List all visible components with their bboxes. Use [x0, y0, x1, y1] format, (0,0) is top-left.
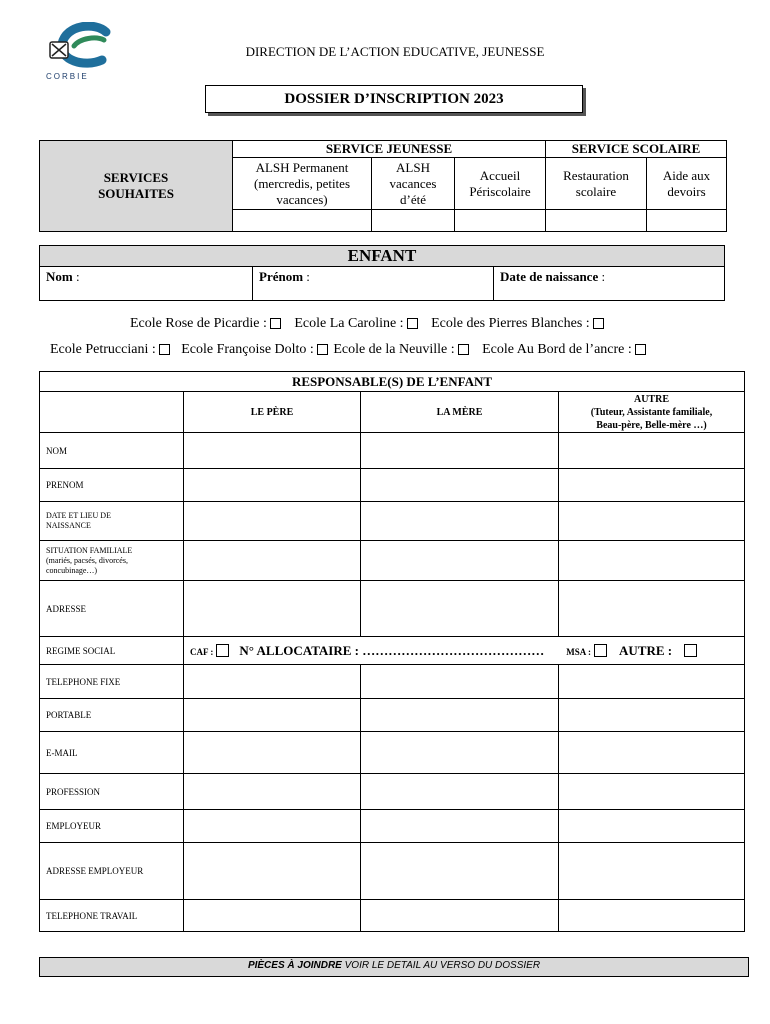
mere-nom-input[interactable] — [361, 433, 559, 469]
services-label-2: SOUHAITES — [98, 186, 174, 201]
alsh-vacances-line-1: ALSH — [396, 159, 430, 175]
mere-header: LA MÈRE — [361, 392, 559, 433]
ecole-rose-label: Ecole Rose de Picardie : — [130, 316, 267, 331]
ecole-rose-checkbox[interactable] — [270, 318, 281, 329]
alsh-vacances-line-3: d’été — [400, 191, 426, 207]
alsh-permanent-line-3: vacances) — [276, 191, 328, 207]
autre-adresse-input[interactable] — [559, 581, 745, 637]
row-label-nom: NOM — [40, 433, 184, 469]
autre-portable-input[interactable] — [559, 699, 745, 732]
row-label-portable: PORTABLE — [40, 699, 184, 732]
row-label-adresse: ADRESSE — [40, 581, 184, 637]
pere-tel-fixe-input[interactable] — [184, 665, 361, 699]
autre-tel-travail-input[interactable] — [559, 900, 745, 932]
enfant-nom-label: Nom — [46, 269, 73, 284]
accueil-line-2: Périscolaire — [469, 183, 531, 199]
pere-header: LE PÈRE — [184, 392, 361, 433]
mere-profession-input[interactable] — [361, 774, 559, 810]
logo-icon — [44, 22, 124, 74]
autre-email-input[interactable] — [559, 732, 745, 774]
row-label-tel-fixe: TELEPHONE FIXE — [40, 665, 184, 699]
row-label-email: E-MAIL — [40, 732, 184, 774]
row-label-situation-3: concubinage…) — [46, 565, 98, 575]
ecole-pierres-checkbox[interactable] — [593, 318, 604, 329]
ecole-petrucciani-label: Ecole Petrucciani : — [50, 342, 156, 357]
ecole-caroline-checkbox[interactable] — [407, 318, 418, 329]
ecole-dolto-label: Ecole Françoise Dolto : — [181, 342, 314, 357]
ecole-pierres-label: Ecole des Pierres Blanches : — [431, 316, 590, 331]
allocataire-label: N° ALLOCATAIRE : …………………………………… — [239, 642, 545, 658]
row-label-date-lieu — [40, 502, 184, 541]
enfant-table — [39, 245, 725, 301]
mere-situation-input[interactable] — [361, 541, 559, 581]
ecoles-line-2 — [50, 342, 646, 358]
ecole-caroline-label: Ecole La Caroline : — [294, 316, 404, 331]
table-row — [40, 637, 745, 665]
enfant-prenom-label: Prénom — [259, 269, 304, 284]
alsh-vacances-header — [372, 158, 455, 210]
services-label-cell — [40, 141, 233, 232]
table-row — [40, 541, 745, 581]
enfant-naissance-sep: : — [598, 269, 606, 284]
row-label-tel-travail: TELEPHONE TRAVAIL — [40, 900, 184, 932]
responsables-title: RESPONSABLE(S) DE L’ENFANT — [40, 372, 745, 392]
enfant-prenom-sep: : — [303, 269, 310, 284]
pere-adresse-employeur-input[interactable] — [184, 843, 361, 900]
alsh-vacances-input[interactable] — [372, 210, 455, 232]
enfant-nom-sep: : — [72, 269, 80, 284]
mere-prenom-input[interactable] — [361, 469, 559, 502]
aide-header — [647, 158, 727, 210]
autre-header-line-3: Beau-père, Belle-mère …) — [596, 419, 707, 431]
table-row — [40, 502, 745, 541]
table-row — [40, 732, 745, 774]
row-label-date-lieu-2: NAISSANCE — [46, 521, 91, 530]
aide-line-1: Aide aux — [662, 167, 711, 183]
enfant-nom-field[interactable] — [40, 267, 253, 301]
caf-label: CAF : — [190, 646, 214, 657]
pere-profession-input[interactable] — [184, 774, 361, 810]
logo-text: CORBIE — [46, 72, 89, 81]
service-jeunesse-header: SERVICE JEUNESSE — [233, 141, 546, 158]
pere-employeur-input[interactable] — [184, 810, 361, 843]
pieces-detail: VOIR LE DETAIL AU VERSO DU DOSSIER — [341, 960, 541, 971]
pieces-footer — [39, 957, 749, 977]
ecole-neuville-checkbox[interactable] — [458, 344, 469, 355]
aide-line-2: devoirs — [667, 183, 706, 199]
row-label-profession: PROFESSION — [40, 774, 184, 810]
enfant-prenom-field[interactable] — [253, 267, 494, 301]
pieces-label: PIÈCES À JOINDRE — [247, 960, 342, 971]
row-label-regime: REGIME SOCIAL — [40, 637, 184, 665]
autre-header — [559, 392, 745, 433]
restauration-line-1: Restauration — [563, 167, 629, 183]
mere-employeur-input[interactable] — [361, 810, 559, 843]
row-label-date-lieu-1: DATE ET LIEU DE — [46, 511, 111, 520]
row-label-situation-1: SITUATION FAMILIALE — [46, 545, 133, 555]
title-box — [205, 85, 583, 113]
services-table — [39, 140, 727, 232]
restauration-header — [546, 158, 647, 210]
pere-nom-input[interactable] — [184, 433, 361, 469]
autre-nom-input[interactable] — [559, 433, 745, 469]
row-label-employeur: EMPLOYEUR — [40, 810, 184, 843]
mere-portable-input[interactable] — [361, 699, 559, 732]
direction-heading: DIRECTION DE L’ACTION EDUCATIVE, JEUNESSE — [245, 44, 545, 59]
pere-email-input[interactable] — [184, 732, 361, 774]
autre-date-input[interactable] — [559, 502, 745, 541]
autre-header-line-2: (Tuteur, Assistante familiale, — [590, 406, 713, 418]
alsh-permanent-header — [233, 158, 372, 210]
pere-portable-input[interactable] — [184, 699, 361, 732]
mere-adresse-employeur-input[interactable] — [361, 843, 559, 900]
autre-situation-input[interactable] — [559, 541, 745, 581]
row-label-adresse-employeur: ADRESSE EMPLOYEUR — [40, 843, 184, 900]
table-row — [40, 469, 745, 502]
autre-header-line-1: AUTRE — [633, 393, 669, 405]
enfant-title: ENFANT — [40, 246, 725, 267]
table-row — [40, 581, 745, 637]
restauration-line-2: scolaire — [575, 183, 617, 199]
table-row — [40, 810, 745, 843]
pere-prenom-input[interactable] — [184, 469, 361, 502]
pere-adresse-input[interactable] — [184, 581, 361, 637]
mere-tel-travail-input[interactable] — [361, 900, 559, 932]
enfant-naissance-field[interactable] — [494, 267, 725, 301]
restauration-input[interactable] — [546, 210, 647, 232]
autre-profession-input[interactable] — [559, 774, 745, 810]
ecole-neuville-label: Ecole de la Neuville : — [333, 342, 455, 357]
autre-adresse-employeur-input[interactable] — [559, 843, 745, 900]
ecole-ancre-checkbox[interactable] — [635, 344, 646, 355]
table-row — [40, 774, 745, 810]
accueil-line-1: Accueil — [479, 167, 521, 183]
logo — [44, 22, 124, 82]
pere-date-input[interactable] — [184, 502, 361, 541]
alsh-vacances-line-2: vacances — [389, 175, 437, 191]
table-row — [40, 665, 745, 699]
table-row — [40, 900, 745, 932]
caf-checkbox[interactable] — [216, 644, 229, 657]
responsables-table — [39, 371, 745, 932]
ecole-petrucciani-checkbox[interactable] — [159, 344, 170, 355]
mere-email-input[interactable] — [361, 732, 559, 774]
service-scolaire-header: SERVICE SCOLAIRE — [546, 141, 727, 158]
mere-date-input[interactable] — [361, 502, 559, 541]
alsh-permanent-input[interactable] — [233, 210, 372, 232]
autre-employeur-input[interactable] — [559, 810, 745, 843]
autre-prenom-input[interactable] — [559, 469, 745, 502]
ecole-ancre-label: Ecole Au Bord de l’ancre : — [482, 342, 632, 357]
regime-social-cell — [184, 637, 745, 665]
row-label-situation-2: (mariés, pacsés, divorcés, — [46, 555, 128, 565]
table-row — [40, 843, 745, 900]
msa-checkbox[interactable] — [594, 644, 607, 657]
mere-adresse-input[interactable] — [361, 581, 559, 637]
pere-tel-travail-input[interactable] — [184, 900, 361, 932]
autre-regime-checkbox[interactable] — [684, 644, 697, 657]
accueil-header — [455, 158, 546, 210]
ecole-dolto-checkbox[interactable] — [317, 344, 328, 355]
mere-tel-fixe-input[interactable] — [361, 665, 559, 699]
ecoles-line-1 — [130, 316, 604, 332]
table-row — [40, 699, 745, 732]
services-label-1: SERVICES — [103, 170, 169, 185]
autre-regime-label: AUTRE : — [619, 642, 673, 658]
row-label-situation — [40, 541, 184, 581]
row-label-prenom: PRENOM — [40, 469, 184, 502]
corner-cell — [40, 392, 184, 433]
autre-tel-fixe-input[interactable] — [559, 665, 745, 699]
table-row — [40, 433, 745, 469]
enfant-naissance-label: Date de naissance — [500, 269, 599, 284]
page-title: DOSSIER D’INSCRIPTION 2023 — [284, 91, 504, 107]
msa-label: MSA : — [566, 646, 591, 657]
alsh-permanent-line-1: ALSH Permanent — [255, 159, 349, 175]
alsh-permanent-line-2: (mercredis, petites — [253, 175, 350, 191]
accueil-input[interactable] — [455, 210, 546, 232]
aide-input[interactable] — [647, 210, 727, 232]
pere-situation-input[interactable] — [184, 541, 361, 581]
